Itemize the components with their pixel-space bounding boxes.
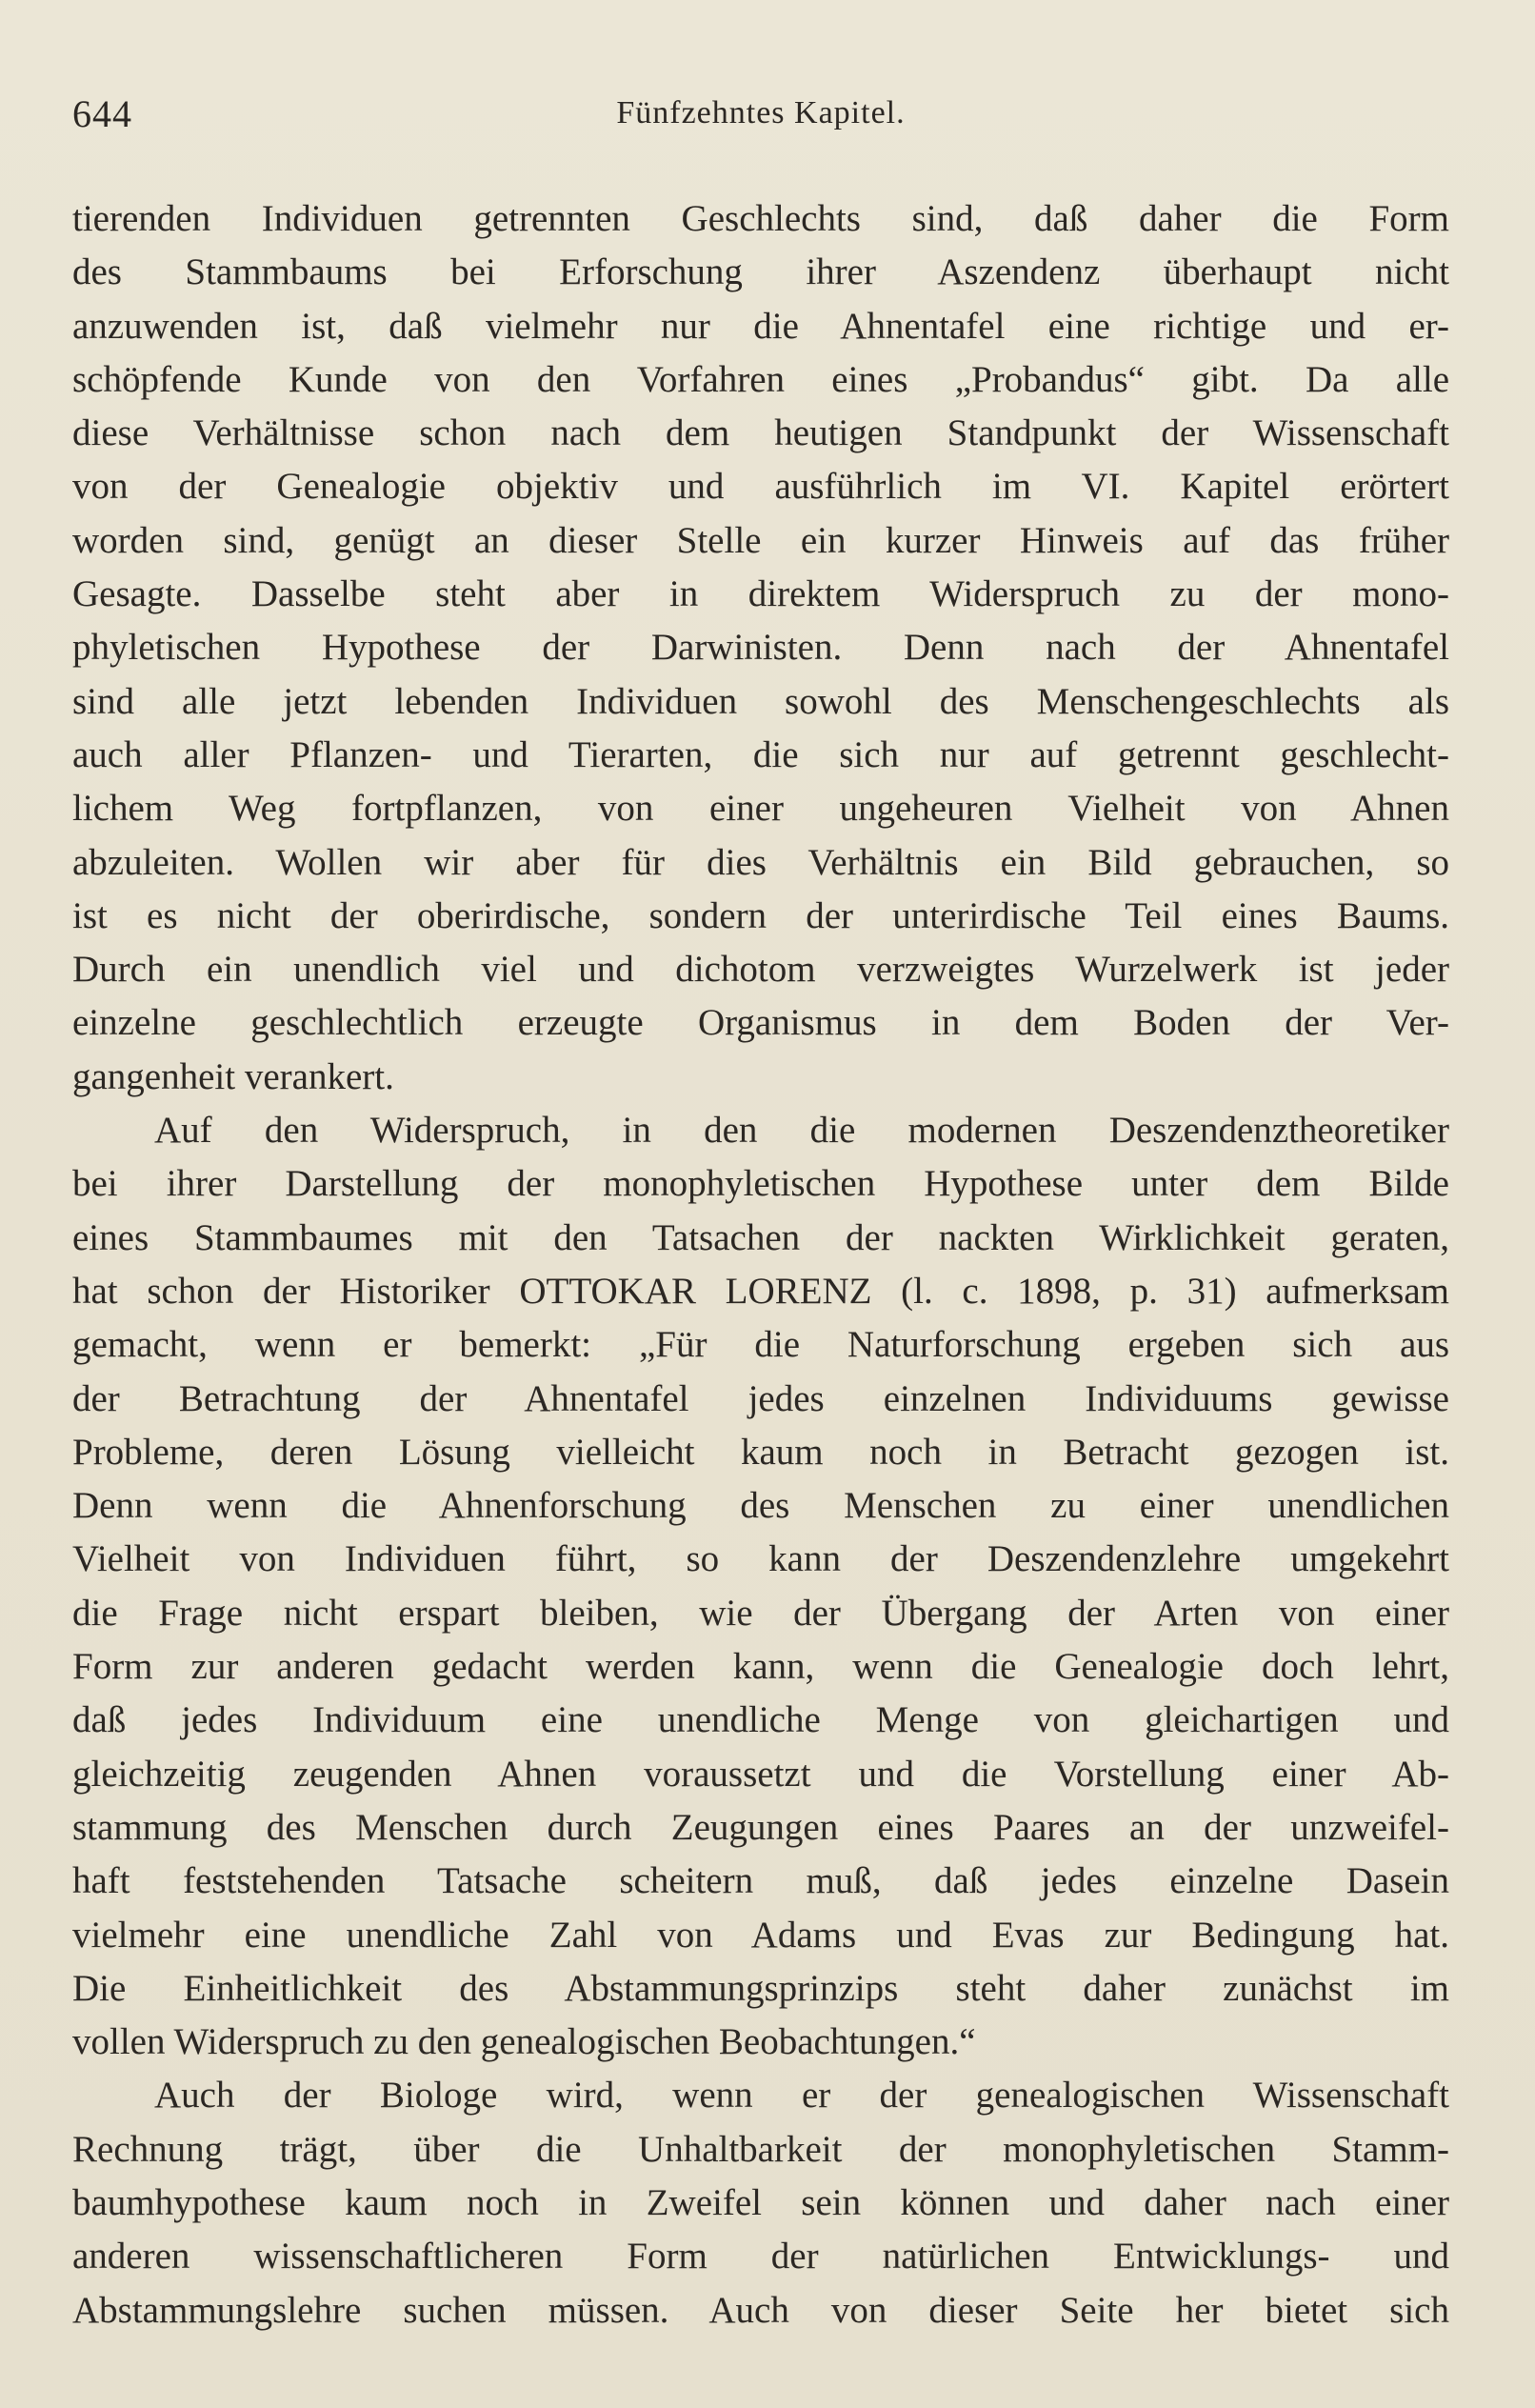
text-line: der Betrachtung der Ahnentafel jedes einzelnen Individuums gewisse [72, 1377, 1449, 1419]
text-line: abzuleiten. Wollen wir aber für dies Verhältnis ein Bild gebrauchen, so [72, 841, 1449, 883]
text-line: von der Genealogie objektiv und ausführlich im VI. Kapitel erörtert [72, 466, 1449, 508]
text-line: Auch der Biologe wird, wenn er der genealogischen Wissenschaft [154, 2075, 1449, 2117]
text-line: lichem Weg fortpflanzen, von einer ungeheuren Vielheit von Ahnen [72, 788, 1449, 830]
text-line: Auf den Widerspruch, in den die modernen Deszendenztheoretiker [154, 1110, 1449, 1152]
text-line: Rechnung trägt, über die Unhaltbarkeit der monophyletischen Stamm- [72, 2128, 1449, 2170]
text-line: diese Verhältnisse schon nach dem heutigen Standpunkt der Wissenschaft [72, 412, 1449, 454]
text-line: eines Stammbaumes mit den Tatsachen der nackten Wirklichkeit geraten, [72, 1216, 1449, 1258]
text-line: die Frage nicht erspart bleiben, wie der Übergang der Arten von einer [72, 1592, 1449, 1634]
text-line: Die Einheitlichkeit des Abstammungsprinzips steht daher zunächst im [72, 1967, 1449, 2009]
text-line: Denn wenn die Ahnenforschung des Menschen zu einer unendlichen [72, 1485, 1449, 1527]
text-line: stammung des Menschen durch Zeugungen eines Paares an der unzweifel- [72, 1806, 1449, 1848]
text-line: Probleme, deren Lösung vielleicht kaum noch in Betracht gezogen ist. [72, 1431, 1449, 1473]
page-number: 644 [72, 92, 132, 135]
text-line: anderen wissenschaftlicheren Form der natürlichen Entwicklungs- und [72, 2236, 1449, 2278]
body-text [72, 192, 1449, 2338]
text-line: worden sind, genügt an dieser Stelle ein kurzer Hinweis auf das früher [72, 519, 1449, 561]
text-line: vollen Widerspruch zu den genealogischen Beobachtungen.“ [72, 2021, 976, 2063]
text-line: Vielheit von Individuen führt, so kann der Deszendenzlehre umgekehrt [72, 1538, 1449, 1580]
text-line: auch aller Pflanzen- und Tierarten, die sich nur auf getrennt geschlecht- [72, 733, 1449, 775]
paragraph [72, 192, 1449, 1104]
text-line: Abstammungslehre suchen müssen. Auch von dieser Seite her bietet sich [72, 2289, 1449, 2331]
text-line: einzelne geschlechtlich erzeugte Organismus in dem Boden der Ver- [72, 1002, 1449, 1044]
text-line: Gesagte. Dasselbe steht aber in direktem Widerspruch zu der mono- [72, 573, 1449, 615]
paragraph [72, 1104, 1449, 2069]
text-line: haft feststehenden Tatsache scheitern muß, daß jedes einzelne Dasein [72, 1860, 1449, 1902]
text-line: des Stammbaums bei Erforschung ihrer Aszendenz überhaupt nicht [72, 251, 1449, 293]
text-line: phyletischen Hypothese der Darwinisten. Denn nach der Ahnentafel [72, 627, 1449, 669]
text-line: hat schon der Historiker OTTOKAR LORENZ (l. c. 1898, p. 31) aufmerksam [72, 1270, 1449, 1312]
text-line: gleichzeitig zeugenden Ahnen voraussetzt und die Vorstellung einer Ab- [72, 1753, 1449, 1795]
text-line: Form zur anderen gedacht werden kann, wenn die Genealogie doch lehrt, [72, 1646, 1449, 1688]
text-line: gemacht, wenn er bemerkt: „Für die Naturforschung ergeben sich aus [72, 1324, 1449, 1366]
text-line: bei ihrer Darstellung der monophyletischen Hypothese unter dem Bilde [72, 1163, 1449, 1205]
text-line: anzuwenden ist, daß vielmehr nur die Ahnentafel eine richtige und er- [72, 305, 1449, 347]
text-line: baumhypothese kaum noch in Zweifel sein können und daher nach einer [72, 2181, 1449, 2223]
text-line: sind alle jetzt lebenden Individuen sowohl des Menschengeschlechts als [72, 680, 1449, 722]
text-line: gangenheit verankert. [72, 1055, 394, 1097]
text-line: daß jedes Individuum eine unendliche Menge von gleichartigen und [72, 1699, 1449, 1741]
text-line: schöpfende Kunde von den Vorfahren eines „Probandus“ gibt. Da alle [72, 358, 1449, 400]
text-line: tierenden Individuen getrennten Geschlechts sind, daß daher die Form [72, 198, 1449, 239]
text-line: Durch ein unendlich viel und dichotom verzweigtes Wurzelwerk ist jeder [72, 949, 1449, 991]
text-line: ist es nicht der oberirdische, sondern der unterirdische Teil eines Baums. [72, 894, 1449, 936]
page-header [72, 91, 1449, 149]
running-head: Fünfzehntes Kapitel. [616, 95, 906, 130]
text-line: vielmehr eine unendliche Zahl von Adams und Evas zur Bedingung hat. [72, 1914, 1449, 1956]
paragraph [72, 2069, 1449, 2337]
